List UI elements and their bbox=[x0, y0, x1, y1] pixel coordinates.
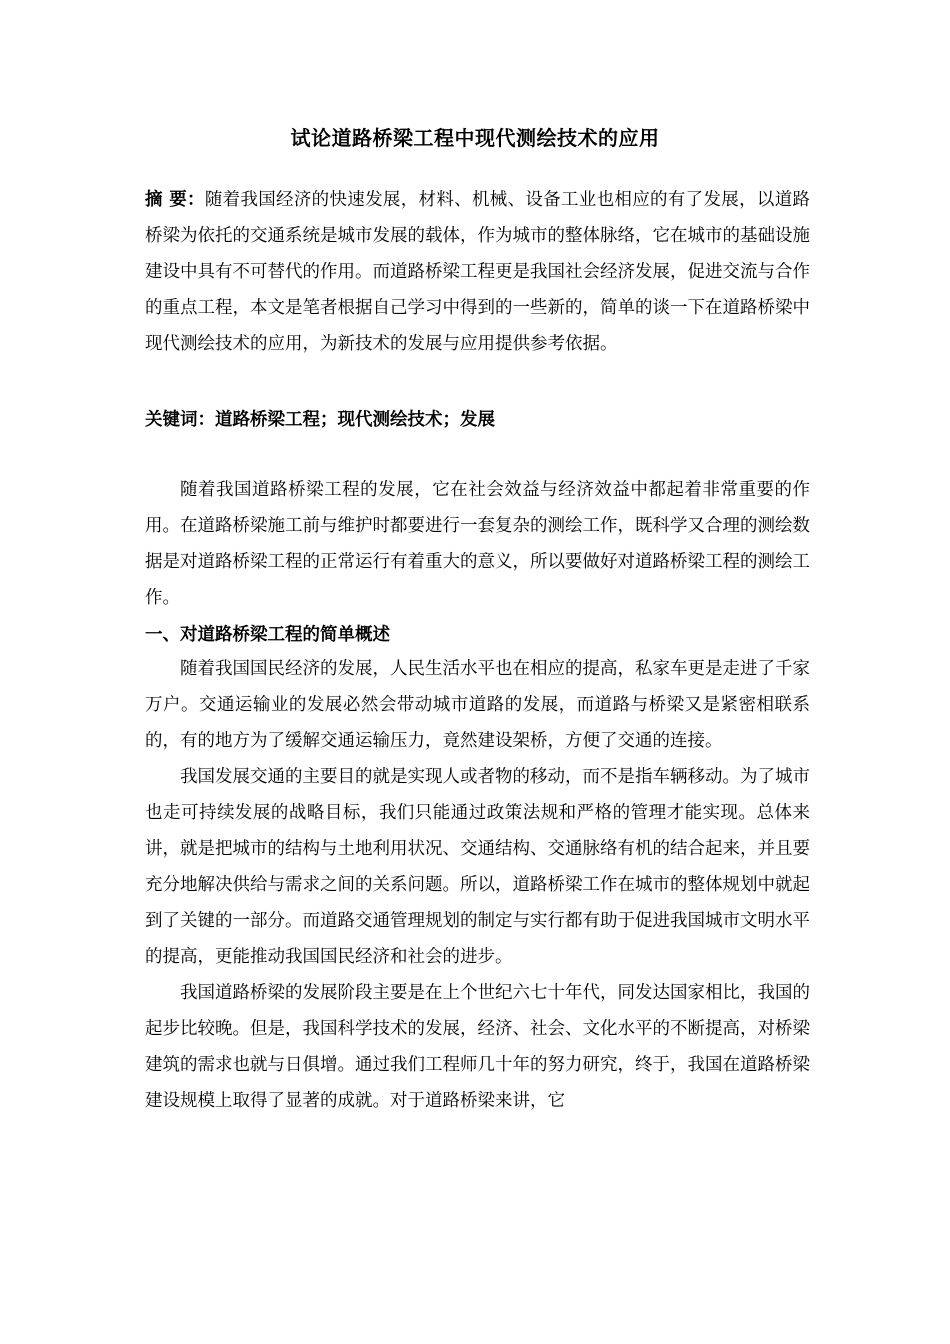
abstract-label: 摘 要： bbox=[145, 190, 205, 210]
keywords-label: 关键词： bbox=[145, 410, 215, 430]
section-heading: 一、对道路桥梁工程的简单概述 bbox=[145, 625, 390, 645]
keywords-block bbox=[145, 402, 810, 438]
body-paragraph: 我国道路桥梁的发展阶段主要是在上个世纪六七十年代，同发达国家相比，我国的起步比较晚。但是，我国科学技术的发展，经济、社会、文化水平的不断提高，对桥梁建筑的需求也就与日俱增。通过我们工程师几十年的努力研究，终于，我国在道路桥梁建设规模上取得了显著的成就。对于道路桥梁来讲，它 bbox=[145, 983, 810, 1111]
section-body bbox=[145, 651, 810, 1119]
abstract-block bbox=[145, 182, 810, 362]
intro-paragraph: 随着我国道路桥梁工程的发展，它在社会效益与经济效益中都起着非常重要的作用。在道路桥梁施工前与维护时都要进行一套复杂的测绘工作，既科学又合理的测绘数据是对道路桥梁工程的正常运行有着重大的意义，所以要做好对道路桥梁工程的测绘工作。 bbox=[145, 480, 810, 608]
body-paragraph: 随着我国国民经济的发展，人民生活水平也在相应的提高，私家车更是走进了千家万户。交通运输业的发展必然会带动城市道路的发展，而道路与桥梁又是紧密相联系的，有的地方为了缓解交通运输压力，竟然建设架桥，方便了交通的连接。 bbox=[145, 659, 810, 751]
intro-block bbox=[145, 472, 810, 616]
document-title: 试论道路桥梁工程中现代测绘技术的应用 bbox=[290, 126, 660, 150]
keywords-text: 道路桥梁工程；现代测绘技术；发展 bbox=[215, 410, 495, 430]
abstract-text: 随着我国经济的快速发展，材料、机械、设备工业也相应的有了发展，以道路桥梁为依托的交通系统是城市发展的载体，作为城市的整体脉络，它在城市的基础设施建设中具有不可替代的作用。而道路桥梁工程更是我国社会经济发展，促进交流与合作的重点工程，本文是笔者根据自己学习中得到的一些新的，简单的谈一下在道路桥梁中现代测绘技术的应用，为新技术的发展与应用提供参考依据。 bbox=[145, 190, 810, 354]
body-paragraph: 我国发展交通的主要目的就是实现人或者物的移动，而不是指车辆移动。为了城市也走可持续发展的战略目标，我们只能通过政策法规和严格的管理才能实现。总体来讲，就是把城市的结构与土地利用状况、交通结构、交通脉络有机的结合起来，并且要充分地解决供给与需求之间的关系问题。所以，道路桥梁工作在城市的整体规划中就起到了关键的一部分。而道路交通管理规划的制定与实行都有助于促进我国城市文明水平的提高，更能推动我国国民经济和社会的进步。 bbox=[145, 767, 810, 967]
